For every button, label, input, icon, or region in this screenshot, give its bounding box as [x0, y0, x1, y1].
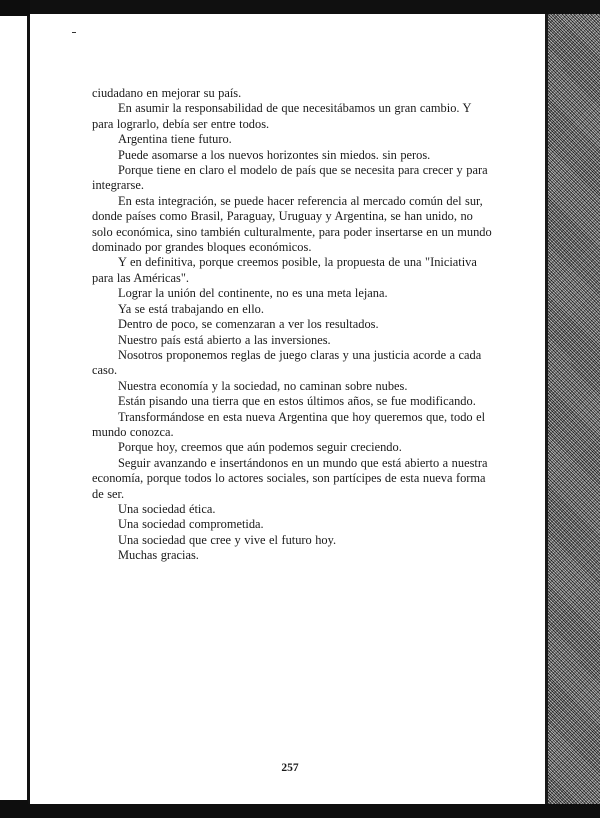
paragraph: Una sociedad comprometida. — [118, 517, 264, 532]
scan-border-bottom — [0, 804, 600, 818]
body-text — [92, 86, 492, 564]
paragraph: Porque tiene en claro el modelo de país que se necesita para crecer y para integrarse. — [92, 163, 488, 193]
scan-border-top — [0, 0, 600, 14]
scan-corner-bottom-left — [0, 800, 28, 818]
paragraph: Una sociedad que cree y vive el futuro hoy. — [118, 532, 337, 547]
page-edge-left — [27, 14, 30, 810]
paragraph: Argentina tiene futuro. — [118, 132, 232, 147]
paragraph: Nuestra economía y la sociedad, no caminan sobre nubes. — [118, 378, 408, 393]
paragraph: ciudadano en mejorar su país. — [92, 86, 242, 100]
scan-corner-top-left — [0, 0, 30, 16]
paragraph: Puede asomarse a los nuevos horizontes sin miedos. sin peros. — [118, 147, 431, 162]
paragraph: Una sociedad ética. — [118, 501, 216, 516]
paragraph: En esta integración, se puede hacer referencia al mercado común del sur, donde países como Brasil, Paraguay, Uruguay y Argentina, se han unido, no solo económica, sino también culturalmente, para poder insertarse en un mundo dominado por grandes bloques económicos. — [92, 193, 492, 255]
page-number: 257 — [281, 762, 299, 774]
paragraph: Seguir avanzando e insertándonos en un mundo que está abierto a nuestra economía, porque todos lo actores sociales, son partícipes de esta nueva forma de ser. — [92, 455, 488, 501]
page-edge-right — [545, 0, 548, 818]
paragraph: Porque hoy, creemos que aún podemos seguir creciendo. — [118, 440, 402, 455]
scan-gutter-right — [548, 0, 600, 818]
paragraph: Muchas gracias. — [118, 548, 199, 563]
paragraph: Lograr la unión del continente, no es una meta lejana. — [118, 286, 388, 301]
scan-speck — [72, 32, 76, 33]
paragraph: Nuestro país está abierto a las inversiones. — [118, 332, 331, 347]
paragraph: En asumir la responsabilidad de que necesitábamos un gran cambio. Y para lograrlo, debía ser entre todos. — [92, 101, 472, 131]
paragraph: Transformándose en esta nueva Argentina que hoy queremos que, todo el mundo conozca. — [92, 409, 486, 439]
paragraph: Están pisando una tierra que en estos últimos años, se fue modificando. — [118, 394, 476, 409]
paragraph: Nosotros proponemos reglas de juego claras y una justicia acorde a cada caso. — [92, 347, 482, 378]
paragraph: Y en definitiva, porque creemos posible, la propuesta de una "Iniciativa para las Américas". — [92, 255, 477, 285]
paragraph: Dentro de poco, se comenzaran a ver los resultados. — [118, 317, 379, 332]
paragraph: Ya se está trabajando en ello. — [118, 301, 264, 316]
